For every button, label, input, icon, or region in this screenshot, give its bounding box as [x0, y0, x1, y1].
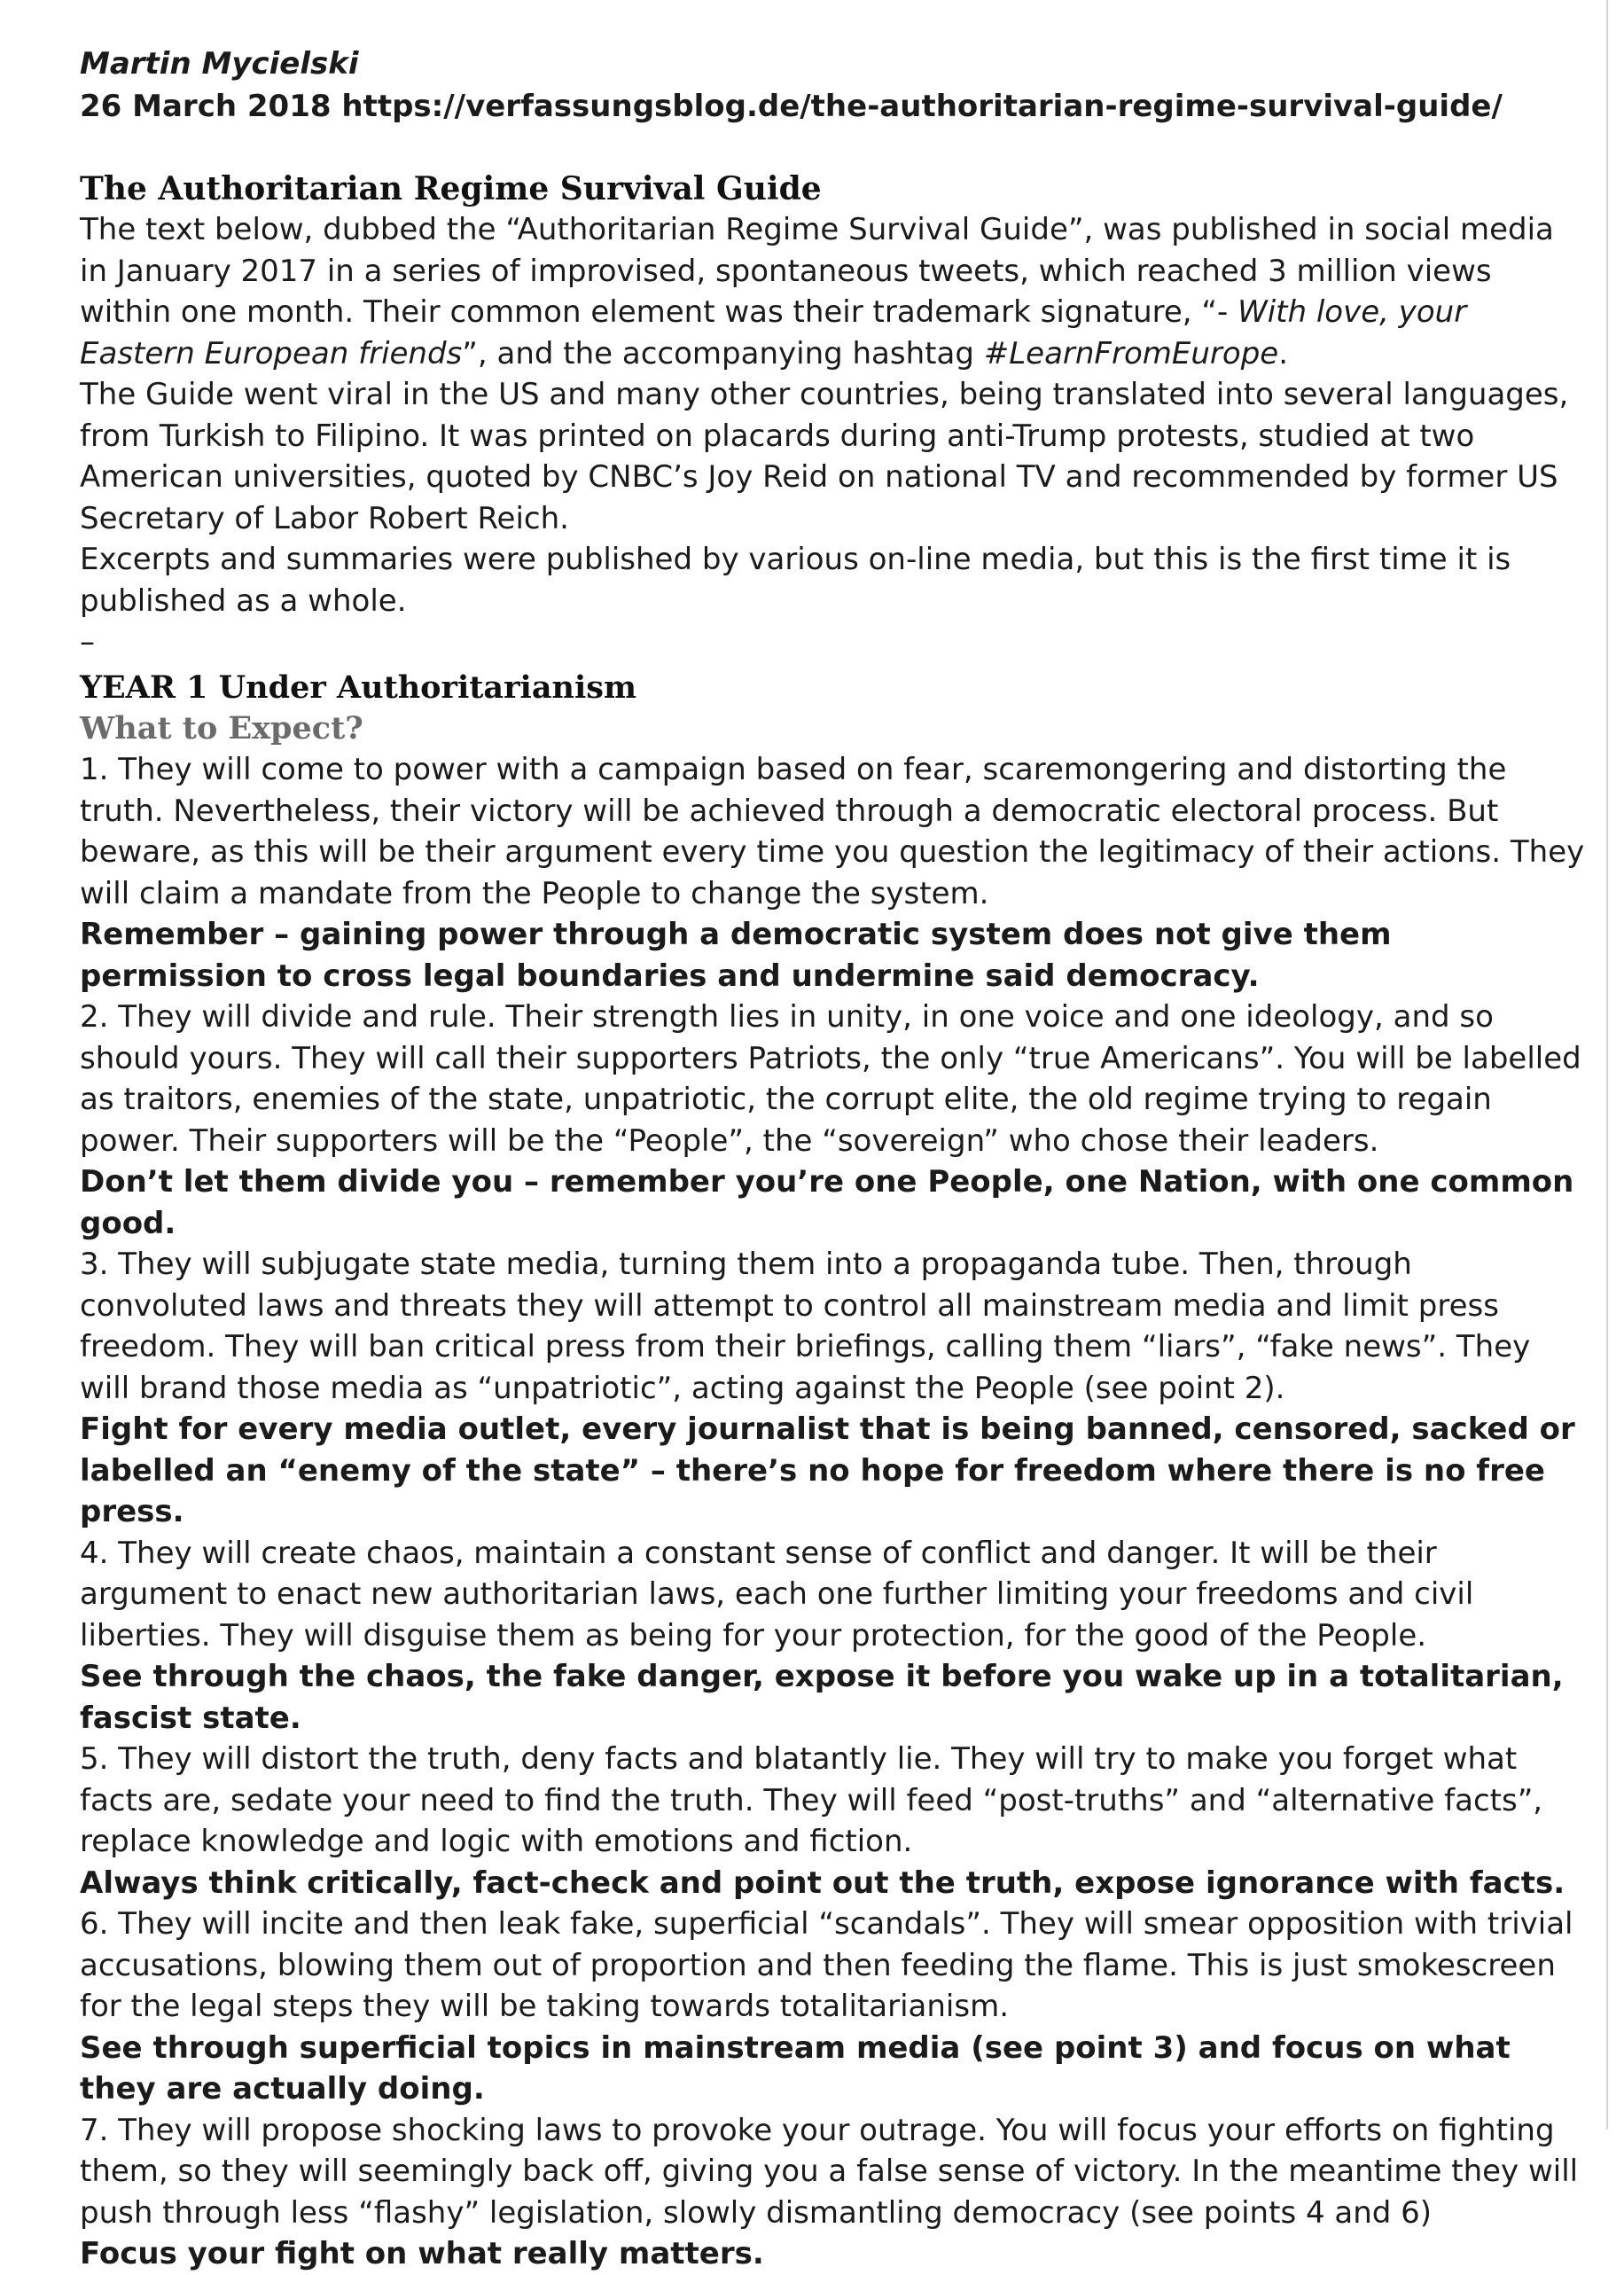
intro-paragraph-2: The Guide went viral in the US and many other countries, being translated into several languages, from Turkish to Filipino. It was printed on placards during anti-Trump protests, studied at two American universities, quoted by CNBC’s Joy Reid on national TV and recommended by former US Secretary of Labor Robert Reich. — [80, 377, 1569, 536]
point-2-advice: Don’t let them divide you – remember you’re one People, one Nation, with one common good. — [80, 1164, 1574, 1241]
page-edge-rule — [1606, 0, 1608, 2130]
point-6-text: 6. They will incite and then leak fake, superficial “scandals”. They will smear opposition with trivial accusations, blowing them out of proportion and then feeding the flame. This is just smokescreen for the legal steps they will be taking towards totalitarianism. — [80, 1906, 1573, 2024]
point-7-text: 7. They will propose shocking laws to provoke your outrage. You will focus your efforts on fighting them, so they will seemingly back off, giving you a false sense of victory. In the meantime they will push through less “flashy” legislation, slowly dismantling democracy (see points 4 and 6) — [80, 2112, 1579, 2231]
section-title: YEAR 1 Under Authoritarianism — [80, 669, 637, 706]
point-6-advice: See through superficial topics in mainstream media (see point 3) and focus on what they are actually doing. — [80, 2029, 1511, 2107]
signature-text: With love, your Eastern European friends — [80, 294, 1467, 371]
document-title: The Authoritarian Regime Survival Guide — [80, 170, 822, 207]
point-2-text: 2. They will divide and rule. Their strength lies in unity, in one voice and one ideology, and so should yours. They will call their supporters Patriots, the only “true Americans”. You will be labelled as traitors, enemies of the state, unpatriotic, the corrupt elite, the old regime trying to regain power. Their supporters will be the “People”, the “sovereign” who chose their leaders. — [80, 999, 1581, 1159]
point-7-advice: Focus your fight on what really matters. — [80, 2236, 764, 2271]
point-3-text: 3. They will subjugate state media, turning them into a propaganda tube. Then, through convoluted laws and threats they will attempt to control all mainstream media and limit press freedom. They will ban critical press from their briefings, calling them “liars”, “fake news”. They will brand those media as “unpatriotic”, acting against the People (see point 2). — [80, 1247, 1531, 1406]
point-4-text: 4. They will create chaos, maintain a constant sense of conflict and danger. It will be their argument to enact new authoritarian laws, each one further limiting your freedoms and civil liberties. They will disguise them as being for your protection, for the good of the People. — [80, 1535, 1474, 1653]
hashtag-text: #LearnFromEurope — [983, 335, 1279, 371]
author-name: Martin Mycielski — [80, 46, 359, 82]
intro-text-c: . — [1278, 335, 1289, 371]
intro-paragraph-3: Excerpts and summaries were published by various on-line media, but this is the first time it is published as a whole. — [80, 542, 1511, 619]
intro-text-a: The text below, dubbed the “Authoritarian Regime Survival Guide”, was published in social media in January 2017 in a series of improvised, spontaneous tweets, which reached 3 million views within one month. Their common element was their trademark signature, “- — [80, 212, 1554, 330]
point-5-advice: Always think critically, fact-check and point out the truth, expose ignorance with facts. — [80, 1865, 1565, 1901]
document-content — [80, 43, 1587, 2275]
intro-paragraph-1 — [80, 209, 1587, 374]
date-and-source-url: 26 March 2018 https://verfassungsblog.de/the-authoritarian-regime-survival-guide/ — [80, 89, 1503, 124]
section-subtitle: What to Expect? — [80, 710, 363, 747]
point-5-text: 5. They will distort the truth, deny facts and blatantly lie. They will try to make you forget what facts are, sedate your need to find the truth. They will feed “post-truths” and “alternative facts”, replace knowledge and logic with emotions and fiction. — [80, 1741, 1543, 1859]
point-1-text: 1. They will come to power with a campaign based on fear, scaremongering and distorting the truth. Nevertheless, their victory will be achieved through a democratic electoral process. But beware, as this will be their argument every time you question the legitimacy of their actions. They will claim a mandate from the People to change the system. — [80, 752, 1585, 911]
point-1-advice: Remember – gaining power through a democratic system does not give them permission to cross legal boundaries and undermine said democracy. — [80, 917, 1392, 994]
section-separator: – — [80, 624, 95, 660]
point-3-advice: Fight for every media outlet, every journalist that is being banned, censored, sacked or labelled an “enemy of the state” – there’s no hope for freedom where there is no free press. — [80, 1411, 1575, 1529]
intro-text-b: ”, and the accompanying hashtag — [462, 335, 984, 371]
point-4-advice: See through the chaos, the fake danger, expose it before you wake up in a totalitarian, fascist state. — [80, 1659, 1564, 1736]
